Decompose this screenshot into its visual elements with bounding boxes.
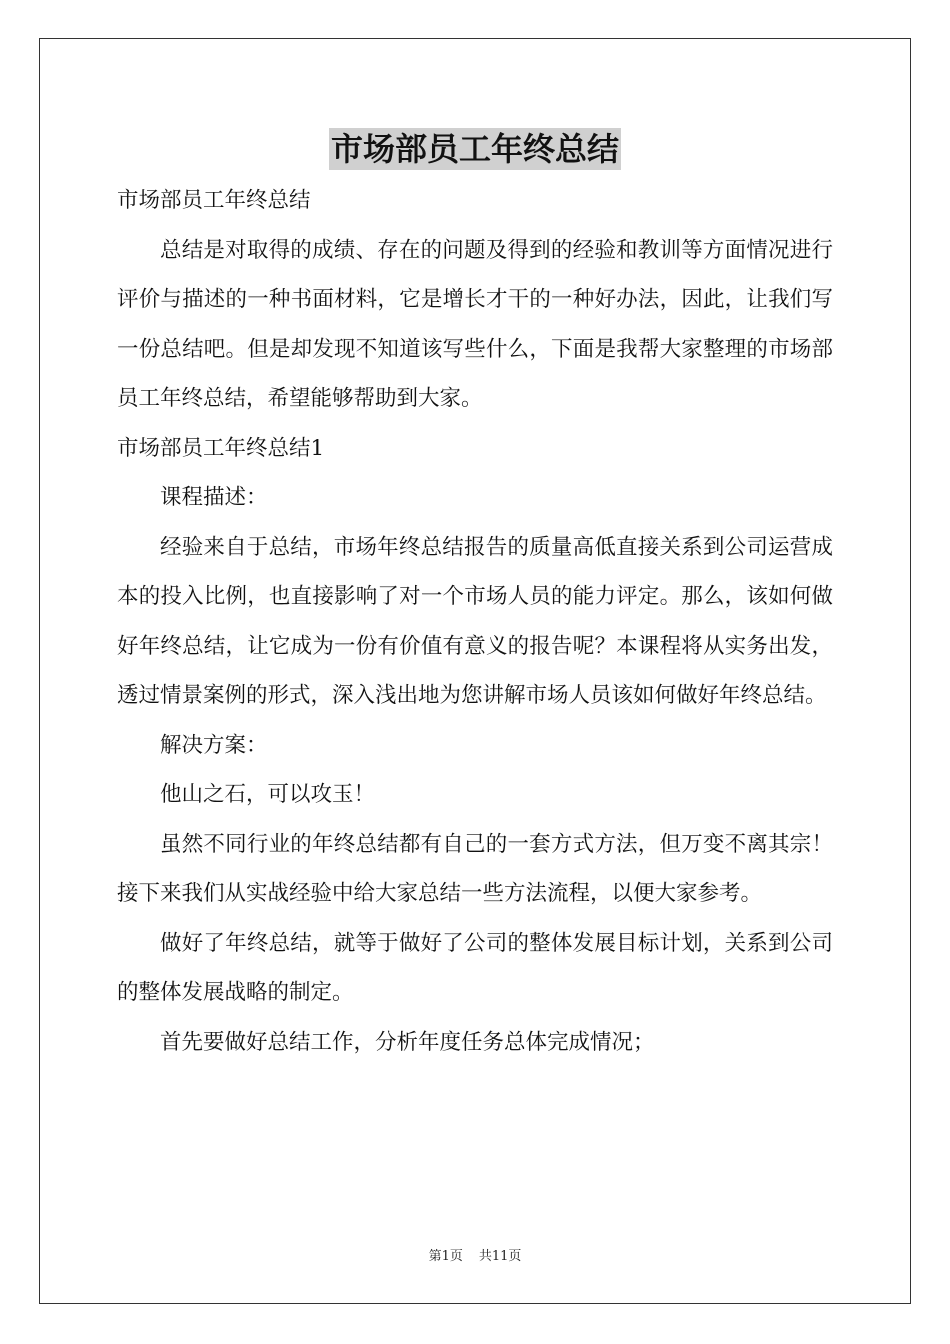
page-footer [0, 1245, 950, 1264]
paragraph: 市场部员工年终总结1 [117, 435, 325, 461]
paragraph: 做好了年终总结，就等于做好了公司的整体发展目标计划，关系到公司的整体发展战略的制定。 [117, 930, 833, 1005]
document-title: 市场部员工年终总结 [330, 130, 619, 168]
page-number: 第1页 [428, 1249, 463, 1264]
document-body [117, 176, 833, 1067]
paragraph: 虽然不同行业的年终总结都有自己的一套方式方法，但万变不离其宗！接下来我们从实战经验中给大家总结一些方法流程，以便大家参考。 [117, 831, 833, 906]
title-container [0, 128, 950, 170]
paragraph: 解决方案： [160, 732, 268, 758]
paragraph: 首先要做好总结工作，分析年度任务总体完成情况； [160, 1029, 655, 1055]
page-total: 共11页 [478, 1249, 522, 1264]
paragraph: 课程描述： [160, 485, 268, 510]
paragraph: 市场部员工年终总结 [117, 188, 311, 213]
paragraph: 他山之石，可以攻玉！ [160, 782, 376, 807]
paragraph: 经验来自于总结，市场年终总结报告的质量高低直接关系到公司运营成本的投入比例，也直接影响了对一个市场人员的能力评定。那么，该如何做好年终总结，让它成为一份有价值有意义的报告呢？本课程将从实务出发，透过情景案例的形式，深入浅出地为您讲解市场人员该如何做好年终总结。 [117, 534, 833, 708]
paragraph: 总结是对取得的成绩、存在的问题及得到的经验和教训等方面情况进行评价与描述的一种书面材料，它是增长才干的一种好办法，因此，让我们写一份总结吧。但是却发现不知道该写些什么，下面是我帮大家整理的市场部员工年终总结，希望能够帮助到大家。 [117, 237, 833, 411]
